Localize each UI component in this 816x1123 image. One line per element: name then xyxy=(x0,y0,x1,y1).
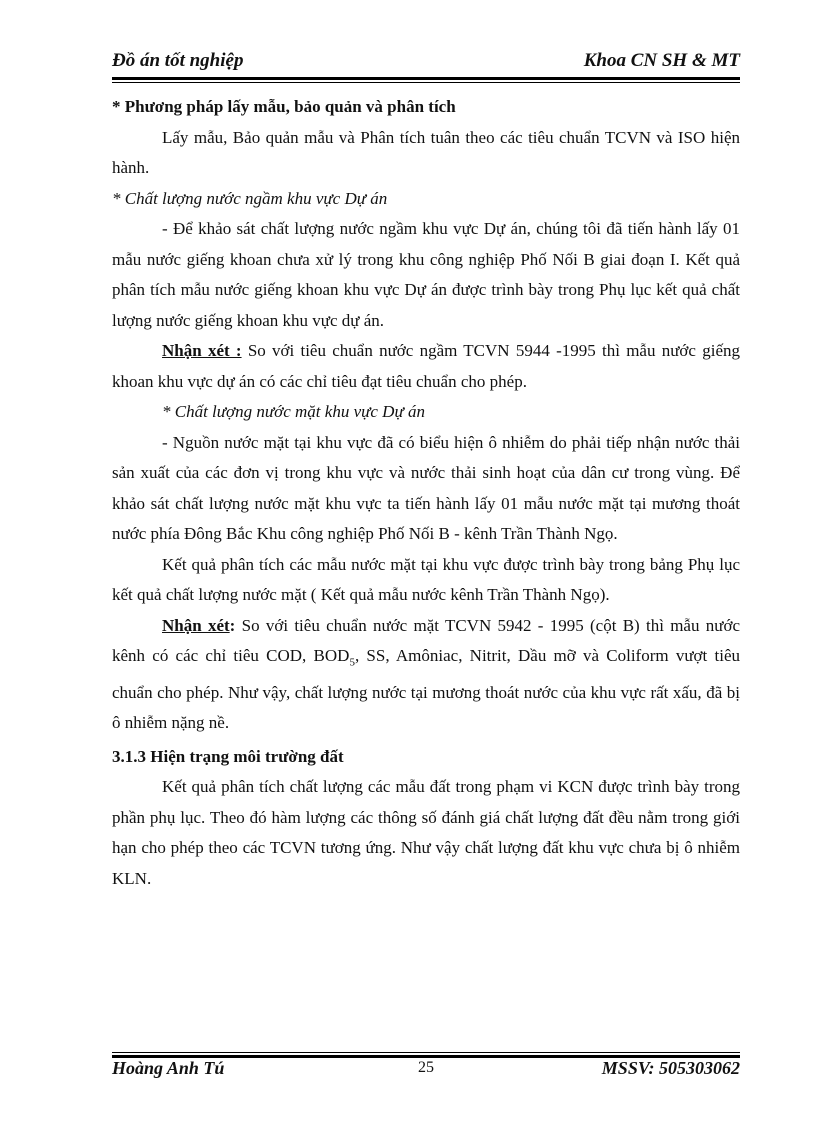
surfacewater-result: Kết quả phân tích các mẫu nước mặt tại khu vực được trình bày trong bảng Phụ lục kết quả chất lượng nước mặt ( Kết quả mẫu nước kênh Trần Thành Ngọ). xyxy=(112,554,740,604)
footer-student-id: MSSV: 505303062 xyxy=(601,1058,740,1078)
surfacewater-remark-text: So với tiêu chuẩn nước mặt TCVN 5942 - 1995 (cột B) thì mẫu nước kênh có các chỉ tiêu COD, BOD xyxy=(112,615,740,665)
document-body xyxy=(112,92,740,894)
header-rule-thin xyxy=(112,82,740,83)
footer-rule-thin xyxy=(112,1052,740,1053)
surfacewater-heading: * Chất lượng nước mặt khu vực Dự án xyxy=(162,402,425,421)
header-faculty: Khoa CN SH & MT xyxy=(583,50,740,71)
groundwater-remark-text: So với tiêu chuẩn nước ngầm TCVN 5944 -1995 thì mẫu nước giếng khoan khu vực dự án có các chỉ tiêu đạt tiêu chuẩn cho phép. xyxy=(112,341,740,391)
surfacewater-paragraph: - Nguồn nước mặt tại khu vực đã có biểu hiện ô nhiễm do phải tiếp nhận nước thải sản xuất của các đơn vị trong khu vực và nước thải sinh hoạt của dân cư trong vùng. Để khảo sát chất lượng nước mặt khu vực ta tiến hành lấy 01 mẫu nước mặt tại mương thoát nước phía Đông Bắc Khu công nghiệp Phố Nối B - kênh Trần Thành Ngọ. xyxy=(112,432,740,543)
footer-author: Hoàng Anh Tú xyxy=(112,1058,225,1078)
surfacewater-remark-label: Nhận xét xyxy=(162,615,230,635)
page-footer xyxy=(112,1058,740,1086)
groundwater-paragraph: - Để khảo sát chất lượng nước ngầm khu vực Dự án, chúng tôi đã tiến hành lấy 01 mẫu nước giếng khoan chưa xử lý trong khu công nghiệp Phố Nối B giai đoạn I. Kết quả phân tích mẫu nước giếng khoan khu vực Dự án được trình bày trong Phụ lục kết quả chất lượng nước giếng khoan khu vực dự án. xyxy=(112,219,740,330)
groundwater-remark-label: Nhận xét : xyxy=(162,341,242,360)
bod-subscript: 5 xyxy=(349,656,355,669)
header-rule-thick xyxy=(112,77,740,80)
groundwater-remark xyxy=(112,336,740,397)
header-doc-type: Đồ án tốt nghiệp xyxy=(112,50,244,71)
soil-paragraph: Kết quả phân tích chất lượng các mẫu đất trong phạm vi KCN được trình bày trong phần phụ lục. Theo đó hàm lượng các thông số đánh giá chất lượng đất đều nằm trong giới hạn cho phép theo các TCVN tương ứng. Như vậy chất lượng đất khu vực chưa bị ô nhiễm KLN. xyxy=(112,777,740,888)
page-header xyxy=(112,50,740,78)
surfacewater-remark-colon: : xyxy=(229,615,236,635)
surfacewater-remark-text-2: , SS, Amôniac, Nitrit, Dầu mỡ và Coliform vượt tiêu chuẩn cho phép. Như vậy, chất lượng nước tại mương thoát nước của khu vực rất xấu, đã bị ô nhiễm nặng nề. xyxy=(112,646,740,733)
method-paragraph: Lấy mẫu, Bảo quản mẫu và Phân tích tuân theo các tiêu chuẩn TCVN và ISO hiện hành. xyxy=(112,127,740,177)
groundwater-heading: * Chất lượng nước ngầm khu vực Dự án xyxy=(112,188,388,208)
soil-heading: 3.1.3 Hiện trạng môi trường đất xyxy=(112,746,344,766)
surfacewater-remark xyxy=(112,611,740,739)
page-number: 25 xyxy=(418,1059,434,1076)
method-heading: * Phương pháp lấy mẫu, bảo quản và phân tích xyxy=(112,97,456,116)
